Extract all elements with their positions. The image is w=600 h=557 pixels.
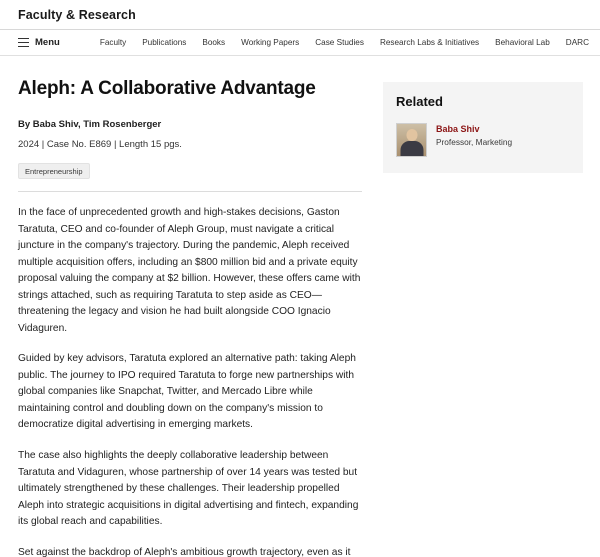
nav-item-working-papers[interactable]: Working Papers: [241, 38, 300, 47]
nav-item-books[interactable]: Books: [202, 38, 226, 47]
menu-button-label: Menu: [35, 37, 60, 48]
article-paragraph-4: Set against the backdrop of Aleph's ambitious growth trajectory, even as it: [18, 546, 351, 557]
nav-items: [100, 38, 589, 47]
page-title: Aleph: A Collaborative Advantage: [18, 78, 316, 99]
article-meta: 2024 | Case No. E869 | Length 15 pgs.: [18, 138, 182, 150]
nav-item-darc[interactable]: DARC: [565, 38, 589, 47]
site-header: [0, 0, 600, 30]
nav-item-research-labs[interactable]: Research Labs & Initiatives: [379, 38, 480, 47]
hamburger-icon: [18, 38, 29, 47]
topic-tag[interactable]: Entrepreneurship: [18, 163, 90, 179]
related-panel: [383, 82, 583, 173]
site-title: Faculty & Research: [18, 7, 136, 22]
article-byline: By Baba Shiv, Tim Rosenberger: [18, 118, 162, 130]
primary-navbar: [0, 30, 600, 56]
article-paragraph-2: Guided by key advisors, Taratuta explored an alternative path: taking Aleph public. The journey to IPO required Taratuta to forge new partnerships with global companies like Snapchat, Twitter, and Mercado Libre while maintaining control and doubling down on the company's mission to democratize digital advertising in emerging markets.: [18, 353, 356, 431]
nav-item-case-studies[interactable]: Case Studies: [315, 38, 364, 47]
related-person[interactable]: [396, 123, 570, 157]
person-photo-avatar: [396, 123, 427, 157]
person-name-link[interactable]: Baba Shiv: [436, 124, 480, 134]
content-area: [0, 56, 600, 557]
nav-item-behavioral-lab[interactable]: Behavioral Lab: [495, 38, 550, 47]
person-info: [436, 123, 512, 148]
main-column: [0, 56, 370, 557]
sidebar-column: [370, 56, 585, 557]
person-role: Professor, Marketing: [436, 137, 513, 147]
menu-button[interactable]: [18, 37, 60, 48]
related-heading: Related: [396, 94, 443, 109]
article-paragraph-1: In the face of unprecedented growth and high-stakes decisions, Gaston Taratuta, CEO and co-founder of Aleph Group, must navigate a critical juncture in the company's trajectory. During the pandemic, Aleph received multiple acquisition offers, including an $800 million bid and a private equity proposal valuing the company at $2 billion. However, these offers came with strings attached, such as requiring Taratuta to step aside as CEO—threatening the legacy and vision he had built alongside COO Ignacio Vidaguren.: [18, 207, 361, 334]
nav-item-publications[interactable]: Publications: [142, 38, 187, 47]
article-paragraph-3: The case also highlights the deeply collaborative leadership between Taratuta and Vidaguren, whose partnership of over 14 years was tested but ultimately strengthened by these challenges. Their leadership propelled Aleph into strategic acquisitions in digital advertising and fintech, expanding its global reach and capabilities.: [18, 450, 359, 528]
divider: [18, 191, 362, 192]
nav-item-faculty[interactable]: Faculty: [99, 38, 127, 47]
